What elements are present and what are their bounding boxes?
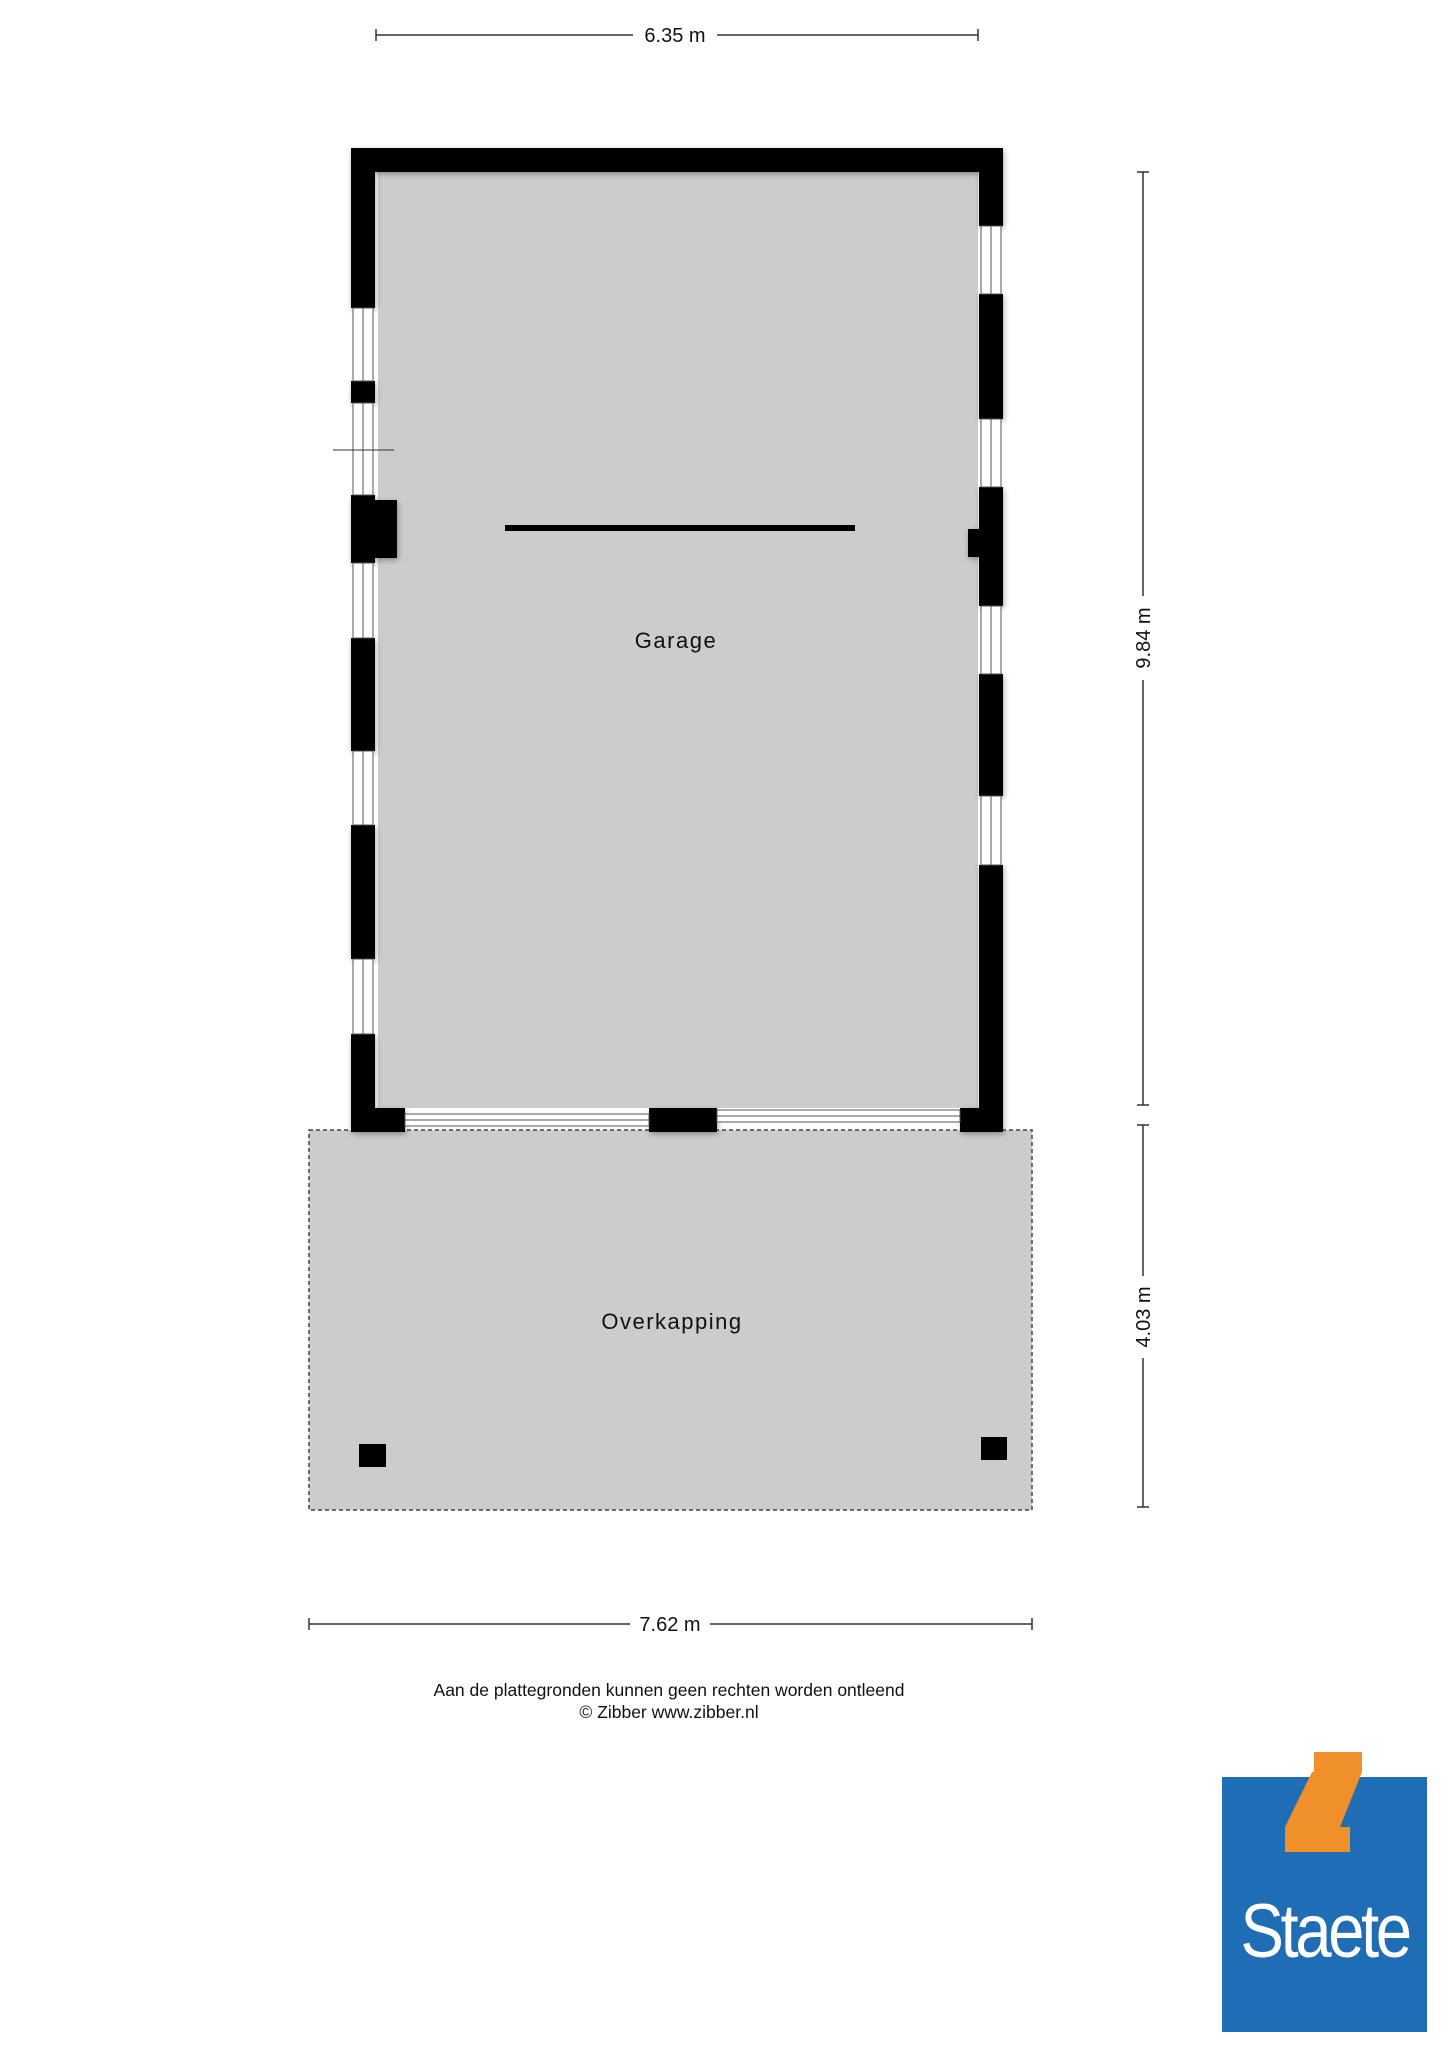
logo-wordmark: Staete	[1240, 1889, 1409, 1974]
column-post-left	[359, 1444, 386, 1467]
dimension-garage-depth-label: 9.84 m	[1133, 607, 1155, 669]
dimension-top	[376, 25, 978, 47]
dimension-top-label: 6.35 m	[644, 25, 706, 47]
dimension-bottom	[309, 1614, 1032, 1636]
dimension-bottom-label: 7.62 m	[639, 1614, 701, 1636]
overkapping-label: Overkapping	[601, 1309, 743, 1334]
disclaimer-text: Aan de plattegronden kunnen geen rechten worden ontleend	[433, 1680, 905, 1700]
dimension-garage-depth	[1133, 172, 1155, 1105]
dimension-overkapping-depth	[1133, 1125, 1155, 1507]
garage-label: Garage	[634, 628, 718, 653]
interior-beam	[505, 525, 855, 531]
copyright-text: © Zibber www.zibber.nl	[579, 1702, 759, 1722]
dimension-overkapping-depth-label: 4.03 m	[1133, 1286, 1155, 1348]
column-post-right	[981, 1437, 1007, 1460]
